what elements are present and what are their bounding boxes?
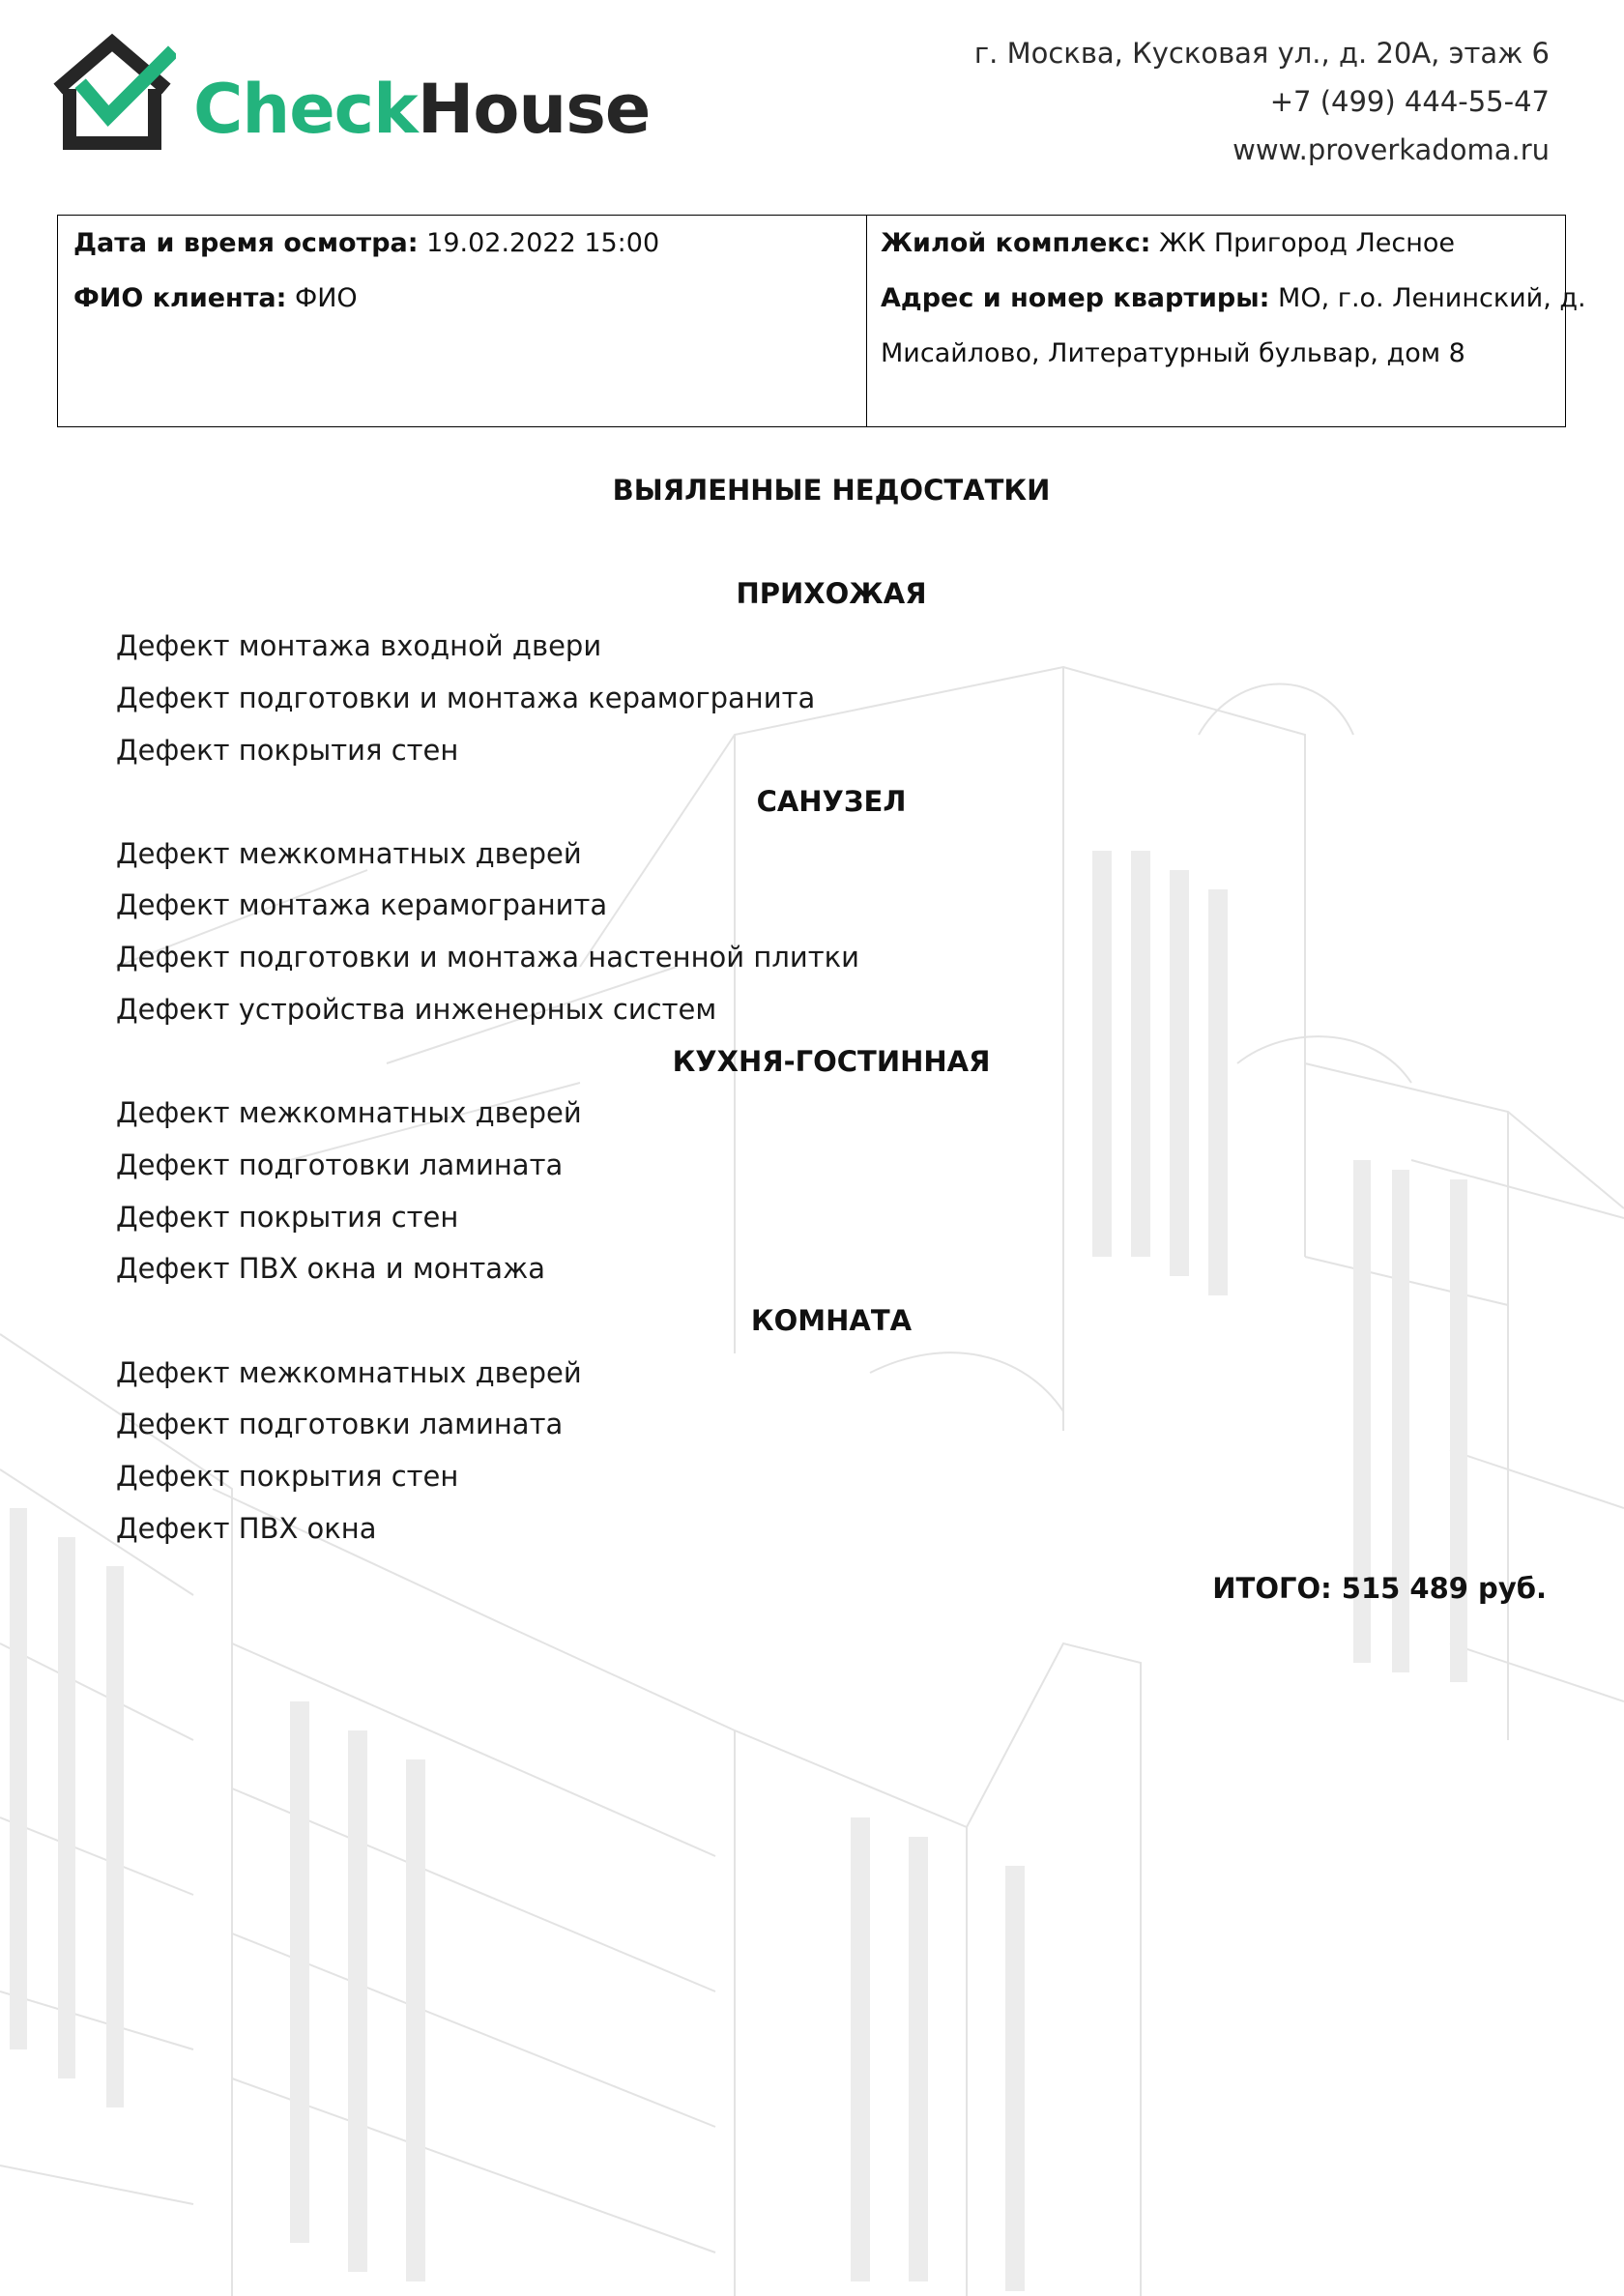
info-left-cell xyxy=(58,216,867,426)
website-link[interactable]: www.proverkadoma.ru xyxy=(1232,133,1550,166)
defect-item: Дефект ПВХ окна xyxy=(116,1512,377,1545)
room-title-kitchen-living: КУХНЯ-ГОСТИННАЯ xyxy=(672,1045,991,1078)
client-name-value: ФИО xyxy=(294,283,358,313)
logo xyxy=(48,29,706,155)
defect-item: Дефект ПВХ окна и монтажа xyxy=(116,1252,545,1285)
room-title-room: КОМНАТА xyxy=(750,1304,913,1337)
house-check-icon xyxy=(48,29,176,155)
defect-item: Дефект монтажа керамогранита xyxy=(116,888,608,921)
defect-item: Дефект межкомнатных дверей xyxy=(116,1096,582,1129)
defect-item: Дефект межкомнатных дверей xyxy=(116,1356,582,1389)
defect-item: Дефект подготовки ламината xyxy=(116,1148,564,1181)
room-title-hallway: ПРИХОЖАЯ xyxy=(736,577,927,610)
apartment-address-cont: Мисайлово, Литературный бульвар, дом 8 xyxy=(881,338,1465,368)
defect-item: Дефект покрытия стен xyxy=(116,734,459,767)
brand-house: House xyxy=(417,70,651,149)
inspection-info-table xyxy=(57,215,1586,427)
apartment-address-value-1: МО, г.о. Ленинский, д. xyxy=(1278,283,1586,313)
defect-item: Дефект подготовки и монтажа керамогранита xyxy=(116,682,816,714)
defect-item: Дефект монтажа входной двери xyxy=(116,629,602,662)
inspection-date xyxy=(73,216,851,271)
apartment-address xyxy=(881,271,1586,326)
info-right-cell xyxy=(867,216,1586,426)
defect-item: Дефект покрытия стен xyxy=(116,1460,459,1493)
defect-item: Дефект межкомнатных дверей xyxy=(116,837,582,870)
client-name-label: ФИО клиента: xyxy=(73,283,287,313)
apartment-address-label: Адрес и номер квартиры: xyxy=(881,283,1270,313)
residential-complex-value: ЖК Пригород Лесное xyxy=(1159,228,1456,258)
contacts xyxy=(974,29,1550,174)
brand-name xyxy=(193,70,651,149)
defect-item: Дефект устройства инженерных систем xyxy=(116,993,717,1026)
residential-complex xyxy=(881,216,1552,271)
total-cost: ИТОГО: 515 489 руб. xyxy=(1212,1572,1547,1605)
brand-check: Check xyxy=(193,70,418,149)
inspection-date-value: 19.02.2022 15:00 xyxy=(426,228,660,258)
defects-title: ВЫЯЛЕННЫЕ НЕДОСТАТКИ xyxy=(612,474,1051,507)
residential-complex-label: Жилой комплекс: xyxy=(881,228,1151,258)
inspection-date-label: Дата и время осмотра: xyxy=(73,228,419,258)
defect-item: Дефект покрытия стен xyxy=(116,1201,459,1234)
phone-number: +7 (499) 444-55-47 xyxy=(1269,85,1550,118)
defect-item: Дефект подготовки ламината xyxy=(116,1408,564,1440)
defect-item: Дефект подготовки и монтажа настенной плитки xyxy=(116,941,859,974)
client-name xyxy=(73,271,851,326)
office-address: г. Москва, Кусковая ул., д. 20А, этаж 6 xyxy=(973,37,1550,70)
room-title-bathroom: САНУЗЕЛ xyxy=(756,785,907,818)
